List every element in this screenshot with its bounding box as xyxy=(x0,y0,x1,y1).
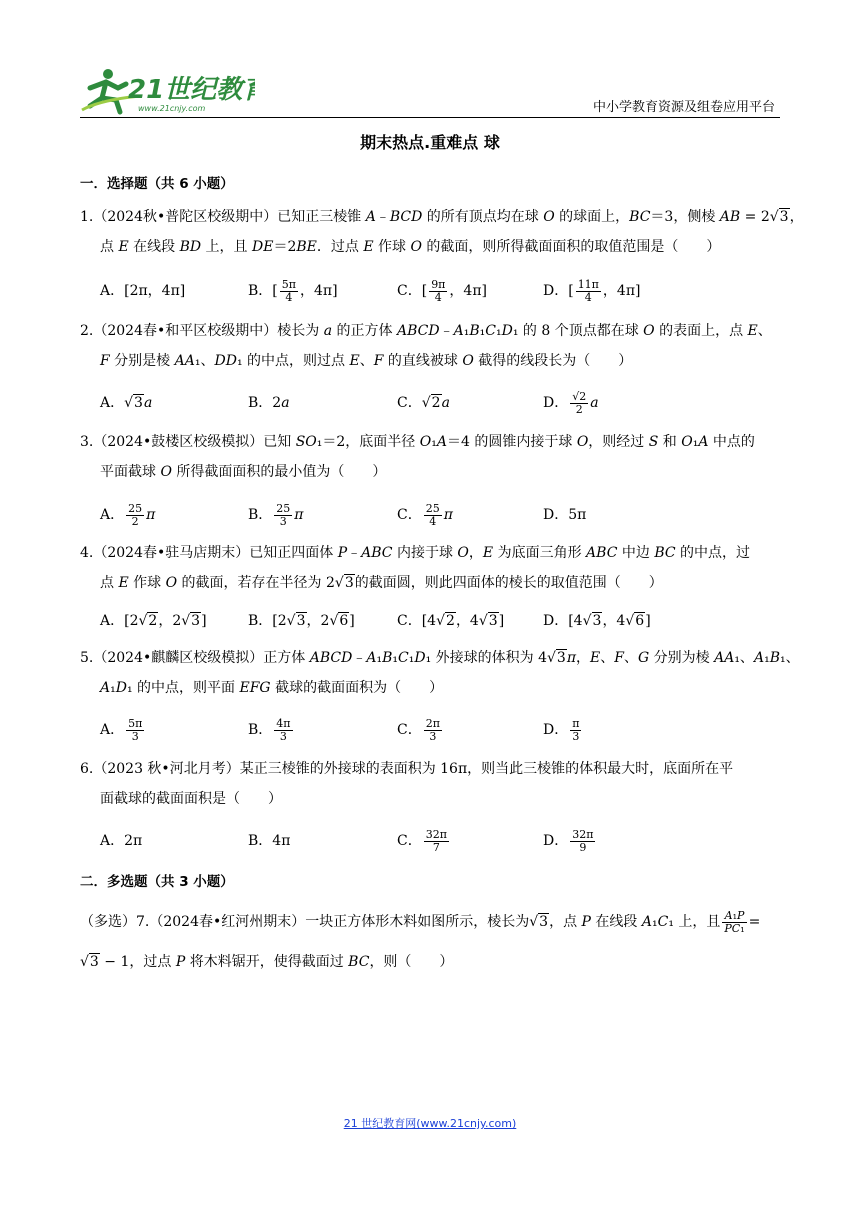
page-title: 期末热点.重难点 球 xyxy=(360,133,500,152)
option-d[interactable]: D．[4√3，4√6] xyxy=(543,613,651,629)
options-4 xyxy=(100,606,780,636)
logo xyxy=(80,66,255,116)
question-7: （多选）7.（2024春•红河州期末）一块正方体形木料如图所示，棱长为√3，点 P 在线段 A₁C₁ 上，且 $\frac{\text{A₁P}}{\text{PC₁}}$ = √3 − 1，过点 P 将木料锯开，使得截面过 BC，则（ ） xyxy=(80,908,761,970)
question-4: 4.（2024春•驻马店期末）已知正四面体 P﹣ABC 内接于球 O，E 为底面三角形 ABC 中边 BC 的中点，过 点 E 作球 O 的截面，若存在半径为 2√3的截面圆，则此四面体的棱长的取值范围（ ） xyxy=(80,545,751,591)
option-d[interactable]: D．[ $\frac{11\pi}{4}$ ，4π] xyxy=(543,277,641,304)
logo-url: www.21cnjy.com xyxy=(138,104,206,113)
option-c[interactable]: C． $\frac{2\pi}{3}$ xyxy=(397,716,440,743)
option-c[interactable]: C． $\frac{32\pi}{7}$ xyxy=(397,827,447,854)
runner-logo-icon xyxy=(80,66,255,116)
option-b[interactable]: B．[2√3，2√6] xyxy=(248,613,355,629)
question-6: 6.（2023 秋•河北月考）某正三棱锥的外接球的表面积为 16π，则当此三棱锥的体积最大时，底面所在平 面截球的截面面积是（ ） xyxy=(80,761,734,807)
option-b[interactable]: B．4π xyxy=(248,833,291,849)
option-b[interactable]: B．2a xyxy=(248,395,290,411)
question-5: 5.（2024•麒麟区校级模拟）正方体 ABCD﹣A₁B₁C₁D₁ 外接球的体积为 4√3π，E、F、G 分别为棱 AA₁、A₁B₁、 A₁D₁ 的中点，则平面 EFG 截球的截面面积为（ ） xyxy=(80,650,800,696)
options-3 xyxy=(100,500,780,530)
options-5 xyxy=(100,715,780,745)
option-b[interactable]: B． $\frac{4\pi}{3}$ xyxy=(248,716,291,743)
header-divider xyxy=(80,117,780,118)
footer xyxy=(0,1115,860,1131)
option-c[interactable]: C． $\frac{25}{4}$ π xyxy=(397,501,453,528)
option-d[interactable]: D． $\frac{√2}{2}$ a xyxy=(543,389,599,416)
option-b[interactable]: B．[ $\frac{5\pi}{4}$ ，4π] xyxy=(248,277,338,304)
option-d[interactable]: D．5π xyxy=(543,507,587,523)
section-heading-2: 二．多选题（共 3 小题） xyxy=(80,874,234,890)
section-heading-1: 一．选择题（共 6 小题） xyxy=(80,176,234,192)
option-a[interactable]: A．[2√2，2√3] xyxy=(100,613,207,629)
options-6 xyxy=(100,826,780,856)
option-c[interactable]: C．[4√2，4√3] xyxy=(397,613,505,629)
question-1: 1.（2024秋•普陀区校级期中）已知正三棱锥 A﹣BCD 的所有顶点均在球 O 的球面上，BC＝3，侧棱 AB = 2√3， 点 E 在线段 BD 上，且 DE＝2BE．过点 E 作球 O 的截面，则所得截面面积的取值范围是（ ） xyxy=(80,209,804,255)
question-3: 3.（2024•鼓楼区校级模拟）已知 SO₁＝2，底面半径 O₁A＝4 的圆锥内接于球 O，则经过 S 和 O₁A 中点的 平面截球 O 所得截面面积的最小值为（ ） xyxy=(80,434,755,480)
option-a[interactable]: A．√3a xyxy=(100,395,153,411)
option-d[interactable]: D． $\frac{32\pi}{9}$ xyxy=(543,827,594,854)
question-2: 2.（2024春•和平区校级期中）棱长为 a 的正方体 ABCD﹣A₁B₁C₁D₁ 的 8 个顶点都在球 O 的表面上，点 E、 F 分别是棱 AA₁、DD₁ 的中点，则过点 E、F 的直线被球 O 截得的线段长为（ ） xyxy=(80,323,772,369)
option-d[interactable]: D． $\frac{\pi}{3}$ xyxy=(543,716,580,743)
option-a[interactable]: A．2π xyxy=(100,833,143,849)
platform-label: 中小学教育资源及组卷应用平台 xyxy=(592,100,775,115)
logo-text: 21世纪教育 xyxy=(128,75,255,105)
options-1 xyxy=(100,276,780,306)
option-a[interactable]: A． $\frac{5\pi}{3}$ xyxy=(100,716,143,743)
footer-link[interactable]: 21 世纪教育网(www.21cnjy.com) xyxy=(343,1117,517,1130)
option-c[interactable]: C．√2a xyxy=(397,395,450,411)
option-a[interactable]: A．[2π，4π] xyxy=(100,283,186,299)
option-c[interactable]: C．[ $\frac{9\pi}{4}$ ，4π] xyxy=(397,277,487,304)
option-b[interactable]: B． $\frac{25}{3}$ π xyxy=(248,501,304,528)
option-a[interactable]: A． $\frac{25}{2}$ π xyxy=(100,501,156,528)
options-2 xyxy=(100,388,780,418)
